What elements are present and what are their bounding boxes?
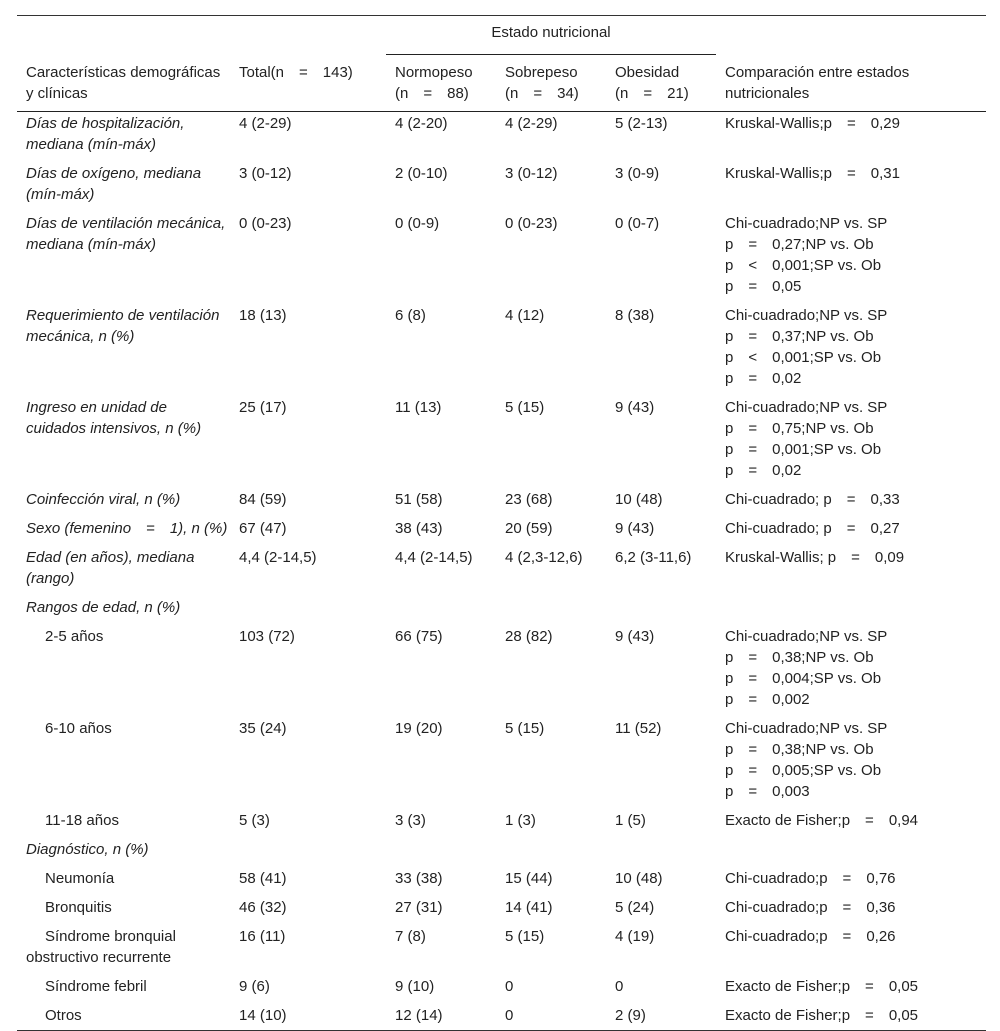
cell-comparison	[716, 541, 986, 591]
cell-comparison	[716, 862, 986, 891]
comparison-line: Chi-cuadrado; p = 0,27	[725, 520, 900, 537]
row-label: Síndrome bronquial obstructivo recurrente	[26, 928, 176, 966]
cell-sobrepeso	[496, 591, 606, 620]
cell-normopeso: 4 (2-20)	[395, 115, 448, 132]
cell-sobrepeso: 0	[505, 978, 514, 995]
cell-sobrepeso: 15 (44)	[505, 870, 553, 887]
cell-normopeso: 0 (0-9)	[395, 215, 440, 232]
comparison-line: p = 0,005;SP vs. Ob	[725, 762, 882, 779]
cell-normopeso: 12 (14)	[386, 999, 496, 1031]
col-header-characteristics: Características demográficas y clínicas	[17, 55, 230, 112]
cell-total: 5 (3)	[239, 812, 270, 829]
row-label: Diagnóstico, n (%)	[26, 841, 149, 858]
cell-obesidad: 4 (19)	[615, 928, 655, 945]
table-row	[17, 512, 986, 541]
comparison-line: p = 0,37;NP vs. Ob	[725, 328, 874, 345]
comparison-line: Kruskal-Wallis;p = 0,29	[725, 115, 900, 132]
cell-sobrepeso: 0 (0-23)	[505, 215, 558, 232]
cell-obesidad: 9 (43)	[615, 399, 655, 416]
col-header-obesidad-n: (n = 21)	[615, 85, 689, 102]
cell-comparison	[716, 483, 986, 512]
cell-comparison	[716, 591, 986, 620]
cell-obesidad: 1 (5)	[615, 812, 646, 829]
comparison-line: p = 0,38;NP vs. Ob	[725, 741, 874, 758]
table-row	[17, 207, 986, 299]
table-row	[17, 483, 986, 512]
cell-total: 4,4 (2-14,5)	[239, 549, 317, 566]
comparison-line: p = 0,02	[725, 462, 802, 479]
table-row	[17, 541, 986, 591]
row-label: Días de ventilación mecánica, mediana (mín-máx)	[26, 215, 226, 253]
cell-normopeso: 51 (58)	[395, 491, 443, 508]
cell-sobrepeso: 20 (59)	[505, 520, 553, 537]
table-row	[17, 299, 986, 391]
cell-obesidad: 5 (24)	[615, 899, 655, 916]
comparison-line: p = 0,02	[725, 370, 802, 387]
cell-total: 4 (2-29)	[239, 115, 292, 132]
cell-total: 3 (0-12)	[239, 165, 292, 182]
table-row	[17, 891, 986, 920]
comparison-line: Chi-cuadrado;p = 0,26	[725, 928, 896, 945]
table-body	[17, 112, 986, 1031]
table-row	[17, 804, 986, 833]
comparison-line: p < 0,001;SP vs. Ob	[725, 257, 882, 274]
cell-normopeso: 38 (43)	[395, 520, 443, 537]
col-header-normopeso-label: Normopeso	[395, 64, 473, 81]
row-label: Otros	[17, 999, 230, 1031]
col-header-total	[230, 55, 386, 112]
row-label: Síndrome febril	[45, 978, 147, 995]
cell-normopeso: 19 (20)	[395, 720, 443, 737]
cell-total: 67 (47)	[239, 520, 287, 537]
comparison-line: p = 0,75;NP vs. Ob	[725, 420, 874, 437]
cell-sobrepeso: 28 (82)	[505, 628, 553, 645]
cell-total: 103 (72)	[239, 628, 295, 645]
cell-sobrepeso: 4 (2-29)	[505, 115, 558, 132]
table-row	[17, 833, 986, 862]
cell-normopeso: 9 (10)	[395, 978, 435, 995]
row-label: Neumonía	[45, 870, 115, 887]
cell-obesidad: 11 (52)	[615, 720, 662, 737]
col-header-comparison: Comparación entre estados nutricionales	[716, 55, 986, 112]
table-row	[17, 970, 986, 999]
cell-normopeso: 27 (31)	[395, 899, 443, 916]
cell-obesidad	[606, 833, 716, 862]
row-label: 6-10 años	[45, 720, 112, 737]
table-row	[17, 920, 986, 970]
cell-comparison	[716, 620, 986, 712]
comparison-line: Exacto de Fisher;p = 0,05	[725, 978, 919, 995]
cell-total	[230, 833, 386, 862]
cell-total: 0 (0-23)	[239, 215, 292, 232]
comparison-line: p = 0,003	[725, 783, 810, 800]
cell-normopeso: 11 (13)	[395, 399, 442, 416]
cell-comparison	[716, 920, 986, 970]
col-header-sobrepeso-label: Sobrepeso	[505, 64, 578, 81]
comparison-line: Kruskal-Wallis;p = 0,31	[725, 165, 900, 182]
col-header-normopeso-n: (n = 88)	[395, 85, 469, 102]
cell-sobrepeso: 14 (41)	[505, 899, 553, 916]
comparison-line: Chi-cuadrado;NP vs. SP	[725, 307, 888, 324]
cell-obesidad: 10 (48)	[615, 870, 663, 887]
group-header-nutritional-status: Estado nutricional	[386, 16, 716, 55]
row-label: Edad (en años), mediana (rango)	[26, 549, 195, 587]
row-label: Días de oxígeno, mediana (mín-máx)	[26, 165, 202, 203]
cell-normopeso	[386, 833, 496, 862]
cell-obesidad: 8 (38)	[615, 307, 655, 324]
cell-obesidad: 6,2 (3-11,6)	[615, 549, 692, 566]
cell-obesidad: 9 (43)	[615, 520, 655, 537]
cell-comparison	[716, 207, 986, 299]
cell-comparison	[716, 833, 986, 862]
table-row	[17, 391, 986, 483]
table-row	[17, 157, 986, 207]
cell-normopeso: 2 (0-10)	[395, 165, 448, 182]
comparison-line: Chi-cuadrado;NP vs. SP	[725, 628, 888, 645]
row-label: Coinfección viral, n (%)	[26, 491, 181, 508]
cell-sobrepeso	[496, 833, 606, 862]
cell-total: 84 (59)	[239, 491, 287, 508]
cell-comparison	[716, 391, 986, 483]
row-label: Bronquitis	[45, 899, 112, 916]
table-row	[17, 999, 986, 1031]
cell-total: 35 (24)	[239, 720, 287, 737]
cell-normopeso: 3 (3)	[395, 812, 426, 829]
row-label: Requerimiento de ventilación mecánica, n (%)	[26, 307, 220, 345]
cell-comparison	[716, 112, 986, 158]
cell-obesidad: 2 (9)	[606, 999, 716, 1031]
row-label: Días de hospitalización, mediana (mín-máx)	[26, 115, 185, 153]
comparison-line: p = 0,002	[725, 691, 810, 708]
col-header-obesidad-label: Obesidad	[615, 64, 680, 81]
row-label: Ingreso en unidad de cuidados intensivos, n (%)	[26, 399, 202, 437]
comparison-line: Exacto de Fisher;p = 0,94	[725, 812, 919, 829]
table-row	[17, 712, 986, 804]
row-label: 2-5 años	[45, 628, 104, 645]
cell-sobrepeso: 4 (12)	[505, 307, 545, 324]
table-row	[17, 591, 986, 620]
comparison-line: Kruskal-Wallis; p = 0,09	[725, 549, 905, 566]
comparison-line: Exacto de Fisher;p = 0,05	[725, 1007, 919, 1024]
cell-comparison	[716, 999, 986, 1031]
cell-normopeso: 33 (38)	[395, 870, 443, 887]
cell-sobrepeso: 5 (15)	[505, 399, 545, 416]
cell-obesidad: 5 (2-13)	[615, 115, 668, 132]
col-header-sobrepeso-n: (n = 34)	[505, 85, 579, 102]
comparison-line: Chi-cuadrado;NP vs. SP	[725, 399, 888, 416]
cell-sobrepeso: 1 (3)	[505, 812, 536, 829]
comparison-line: Chi-cuadrado;NP vs. SP	[725, 215, 888, 232]
table-row	[17, 862, 986, 891]
col-header-obesidad	[606, 55, 716, 112]
nutritional-status-table	[17, 15, 986, 1031]
comparison-line: Chi-cuadrado;p = 0,36	[725, 899, 896, 916]
comparison-line: Chi-cuadrado;NP vs. SP	[725, 720, 888, 737]
cell-comparison	[716, 970, 986, 999]
comparison-line: p < 0,001;SP vs. Ob	[725, 349, 882, 366]
comparison-line: Chi-cuadrado; p = 0,33	[725, 491, 900, 508]
comparison-line: p = 0,05	[725, 278, 802, 295]
cell-comparison	[716, 804, 986, 833]
cell-total: 58 (41)	[239, 870, 287, 887]
cell-comparison	[716, 299, 986, 391]
cell-total: 16 (11)	[239, 928, 286, 945]
cell-normopeso: 6 (8)	[395, 307, 426, 324]
cell-obesidad	[606, 591, 716, 620]
cell-total: 9 (6)	[239, 978, 270, 995]
row-label: 11-18 años	[45, 812, 119, 829]
cell-obesidad: 3 (0-9)	[615, 165, 660, 182]
cell-normopeso: 66 (75)	[395, 628, 443, 645]
cell-total: 46 (32)	[239, 899, 287, 916]
cell-sobrepeso: 3 (0-12)	[505, 165, 558, 182]
comparison-line: p = 0,004;SP vs. Ob	[725, 670, 882, 687]
table-header	[17, 16, 986, 112]
cell-obesidad: 10 (48)	[615, 491, 663, 508]
cell-comparison	[716, 512, 986, 541]
cell-sobrepeso: 5 (15)	[505, 928, 545, 945]
table-row	[17, 112, 986, 158]
table-row	[17, 620, 986, 712]
cell-sobrepeso: 4 (2,3-12,6)	[505, 549, 583, 566]
col-header-sobrepeso	[496, 55, 606, 112]
cell-total: 14 (10)	[230, 999, 386, 1031]
comparison-line: p = 0,001;SP vs. Ob	[725, 441, 882, 458]
cell-comparison	[716, 712, 986, 804]
cell-total: 25 (17)	[239, 399, 287, 416]
cell-normopeso: 4,4 (2-14,5)	[395, 549, 473, 566]
cell-sobrepeso: 5 (15)	[505, 720, 545, 737]
cell-normopeso	[386, 591, 496, 620]
cell-normopeso: 7 (8)	[395, 928, 426, 945]
row-label: Sexo (femenino = 1), n (%)	[26, 520, 228, 537]
cell-total	[230, 591, 386, 620]
cell-obesidad: 0	[615, 978, 624, 995]
col-header-normopeso	[386, 55, 496, 112]
row-label: Rangos de edad, n (%)	[26, 599, 181, 616]
cell-comparison	[716, 891, 986, 920]
cell-sobrepeso: 23 (68)	[505, 491, 553, 508]
cell-total: 18 (13)	[239, 307, 287, 324]
comparison-line: Chi-cuadrado;p = 0,76	[725, 870, 896, 887]
cell-obesidad: 9 (43)	[615, 628, 655, 645]
cell-comparison	[716, 157, 986, 207]
comparison-line: p = 0,27;NP vs. Ob	[725, 236, 874, 253]
comparison-line: p = 0,38;NP vs. Ob	[725, 649, 874, 666]
cell-obesidad: 0 (0-7)	[615, 215, 660, 232]
col-header-total-text: Total(n = 143)	[239, 63, 353, 81]
cell-sobrepeso: 0	[496, 999, 606, 1031]
